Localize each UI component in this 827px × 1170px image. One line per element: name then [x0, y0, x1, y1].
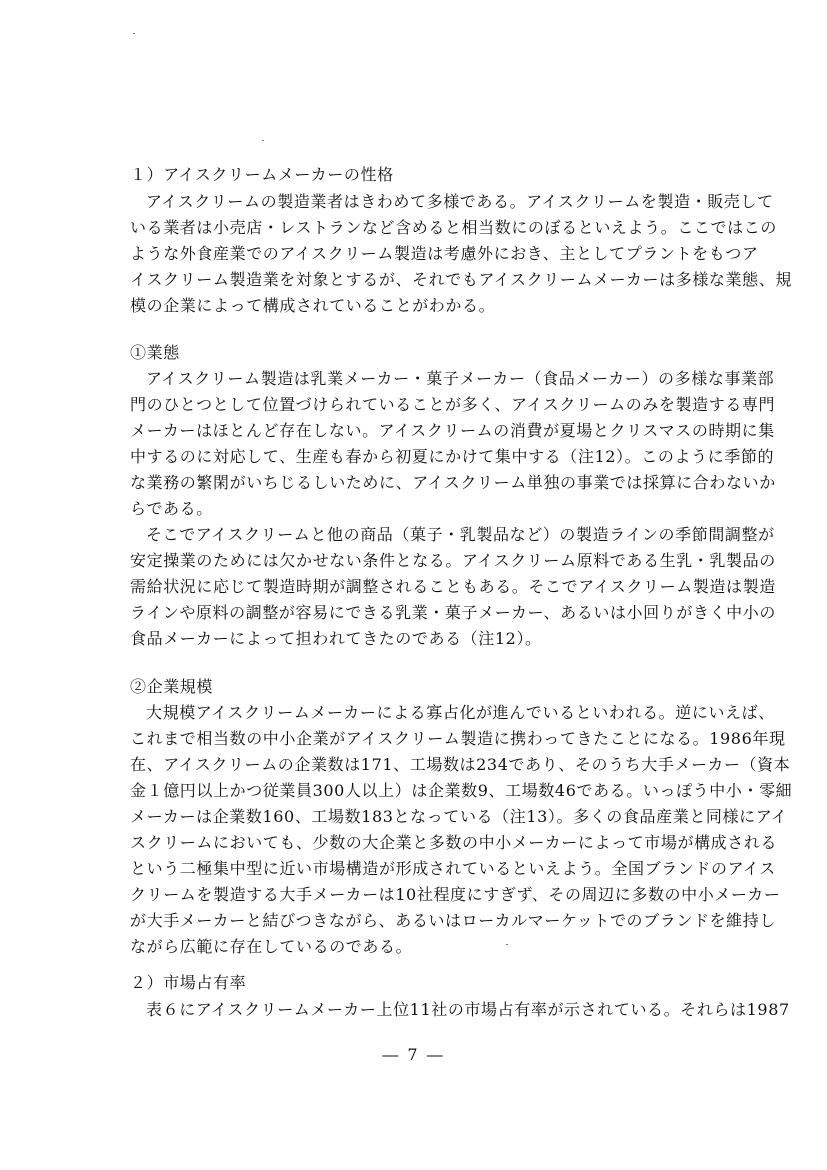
body-line: 金１億円以上かつ従業員300人以上）は企業数9、工場数46である。いっぽう中小・零細	[130, 781, 793, 800]
body-line: 需給状況に応じて製造時期が調整されることもある。そこでアイスクリーム製造は製造	[130, 577, 776, 596]
body-line: な業務の繁閑がいちじるしいために、アイスクリーム単独の事業では採算に合わないか	[130, 473, 776, 492]
body-line: 模の企業によって構成されていることがわかる。	[130, 296, 496, 315]
body-line: 門のひとつとして位置づけられていることが多く、アイスクリームのみを製造する専門	[130, 395, 776, 414]
scan-speck	[133, 33, 135, 34]
body-line: メーカーはほとんど存在しない。アイスクリームの消費が夏場とクリスマスの時期に集	[130, 421, 775, 440]
body-line: 食品メーカーによって担われてきたのである（注12）。	[130, 629, 542, 648]
body-line: メーカーは企業数160、工場数183となっている（注13）。多くの食品産業と同様にアイ	[130, 807, 788, 826]
body-line: アイスクリームの製造業者はきわめて多様である。アイスクリームを製造・販売して	[146, 192, 774, 211]
body-line: 在、アイスクリームの企業数は171、工場数は234であり、そのうち大手メーカー（資本	[130, 755, 791, 774]
body-line: イスクリーム製造業を対象とするが、それでもアイスクリームメーカーは多様な業態、規	[130, 270, 792, 289]
body-line: これまで相当数の中小企業がアイスクリーム製造に携わってきたことになる。1986年現	[130, 729, 786, 748]
body-line: という二極集中型に近い市場構造が形成されているといえよう。全国ブランドのアイス	[130, 859, 776, 878]
scan-speck	[262, 140, 264, 141]
body-line: らである。	[130, 499, 213, 518]
body-line: ような外食産業でのアイスクリーム製造は考慮外におき、主としてプラントをもつア	[130, 244, 759, 263]
subsection-heading-1: ①業態	[130, 343, 180, 362]
body-line: アイスクリーム製造は乳業メーカー・菓子メーカー（食品メーカー）の多様な事業部	[146, 369, 775, 388]
body-line: ラインや原料の調整が容易にできる乳業・菓子メーカー、あるいは小回りがきく中小の	[130, 603, 776, 622]
section-heading-1: １）アイスクリームメーカーの性格	[130, 165, 394, 184]
body-line: 安定操業のためには欠かせない条件となる。アイスクリーム原料である生乳・乳製品の	[130, 551, 776, 570]
body-line: いる業者は小売店・レストランなど含めると相当数にのぼるといえよう。ここではこの	[130, 218, 777, 237]
scan-speck	[506, 944, 508, 945]
section-heading-2: ２）市場占有率	[130, 973, 247, 992]
body-line: ながら広範に存在しているのである。	[130, 937, 413, 956]
subsection-heading-2: ②企業規模	[130, 677, 214, 696]
body-line: が大手メーカーと結びつきながら、あるいはローカルマーケットでのブランドを維持し	[130, 911, 776, 930]
body-line: 大規模アイスクリームメーカーによる寡占化が進んでいるといわれる。逆にいえば、	[146, 703, 775, 722]
body-line: スクリームにおいても、少数の大企業と多数の中小メーカーによって市場が構成される	[130, 833, 778, 852]
body-line: クリームを製造する大手メーカーは10社程度にすぎず、その周辺に多数の中小メーカー	[130, 885, 781, 904]
body-line: そこでアイスクリームと他の商品（菓子・乳製品など）の製造ラインの季節間調整が	[146, 525, 775, 544]
page-number: ― 7 ―	[382, 1045, 445, 1064]
body-line: 中するのに対応して、生産も春から初夏にかけて集中する（注12）。このように季節的	[130, 447, 775, 466]
body-line: 表６にアイスクリームメーカー上位11社の市場占有率が示されている。それらは1987	[146, 1000, 790, 1019]
